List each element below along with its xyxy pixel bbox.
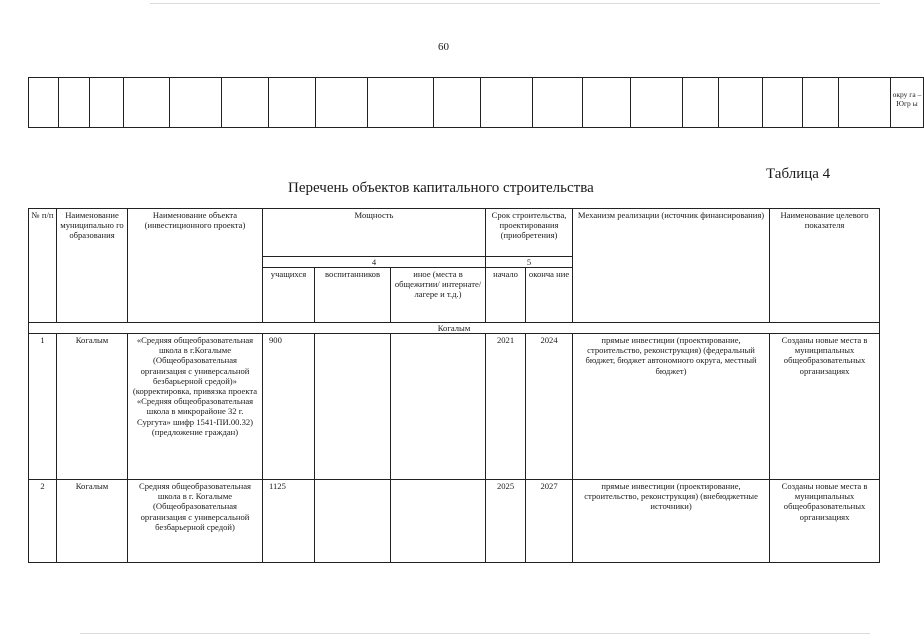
row-end: 2027: [526, 480, 573, 563]
row-object: «Средняя общеобразовательная школа в г.Когалыме (Общеобразовательная организация с универсальной безбарьерной средой)» (корректировка, привязка проекта «Средняя общеобразовательная школа в микрорайоне 32 г. Сургута» шифр 1541-ПИ.00.32) (предложение граждан): [128, 334, 263, 480]
page-number: 60: [438, 41, 449, 53]
header-other: иное (места в общежитии/ интернате/ лагере и т.д.): [391, 268, 486, 323]
row-num: 1: [29, 334, 57, 480]
scan-artifact-bottom: [80, 633, 870, 634]
header-term: Срок строительства, проектирования (приобретения): [486, 209, 573, 257]
row-pupils: [315, 334, 391, 480]
fragment-last-cell: окру га – Югр ы: [891, 78, 924, 128]
header-num: № п/п: [29, 209, 57, 323]
header-start: начало: [486, 268, 526, 323]
table-title: Перечень объектов капитального строительства: [288, 180, 594, 196]
header-end: оконча ние: [526, 268, 573, 323]
row-object: Средняя общеобразовательная школа в г. Когалыме (Общеобразовательная организация с универсальной безбарьерной средой): [128, 480, 263, 563]
header-indicator: Наименование целевого показателя: [770, 209, 880, 323]
row-pupils: [315, 480, 391, 563]
header-students: учащихся: [263, 268, 315, 323]
row-mechanism: прямые инвестиции (проектирование, строительство, реконструкция) (федеральный бюджет, бюджет автономного округа, местный бюджет): [573, 334, 770, 480]
row-municipality: Когалым: [57, 480, 128, 563]
header-capacity: Мощность: [263, 209, 486, 257]
row-other: [391, 334, 486, 480]
row-end: 2024: [526, 334, 573, 480]
row-indicator: Созданы новые места в муниципальных общеобразовательных организациях: [770, 480, 880, 563]
row-other: [391, 480, 486, 563]
capital-construction-table: [28, 208, 880, 563]
header-mechanism: Механизм реализации (источник финансирования): [573, 209, 770, 323]
header-index-5: 5: [486, 257, 573, 268]
row-num: 2: [29, 480, 57, 563]
row-start: 2021: [486, 334, 526, 480]
fragment-row: [29, 78, 924, 128]
scan-artifact-top: [150, 3, 880, 4]
section-row: [29, 323, 880, 334]
header-object: Наименование объекта (инвестиционного проекта): [128, 209, 263, 323]
row-mechanism: прямые инвестиции (проектирование, строительство, реконструкция) (внебюджетные источники): [573, 480, 770, 563]
header-municipality: Наименование муниципально го образования: [57, 209, 128, 323]
table-caption: Таблица 4: [766, 166, 831, 182]
previous-table-fragment: [28, 77, 924, 128]
row-indicator: Созданы новые места в муниципальных общеобразовательных организациях: [770, 334, 880, 480]
table-row: [29, 480, 880, 563]
row-municipality: Когалым: [57, 334, 128, 480]
table-row: [29, 334, 880, 480]
header-index-4: 4: [263, 257, 486, 268]
header-pupils: воспитанников: [315, 268, 391, 323]
row-start: 2025: [486, 480, 526, 563]
row-students: 900: [263, 334, 315, 480]
header-row-1: [29, 209, 880, 257]
row-students: 1125: [263, 480, 315, 563]
section-label: Когалым: [29, 323, 880, 334]
